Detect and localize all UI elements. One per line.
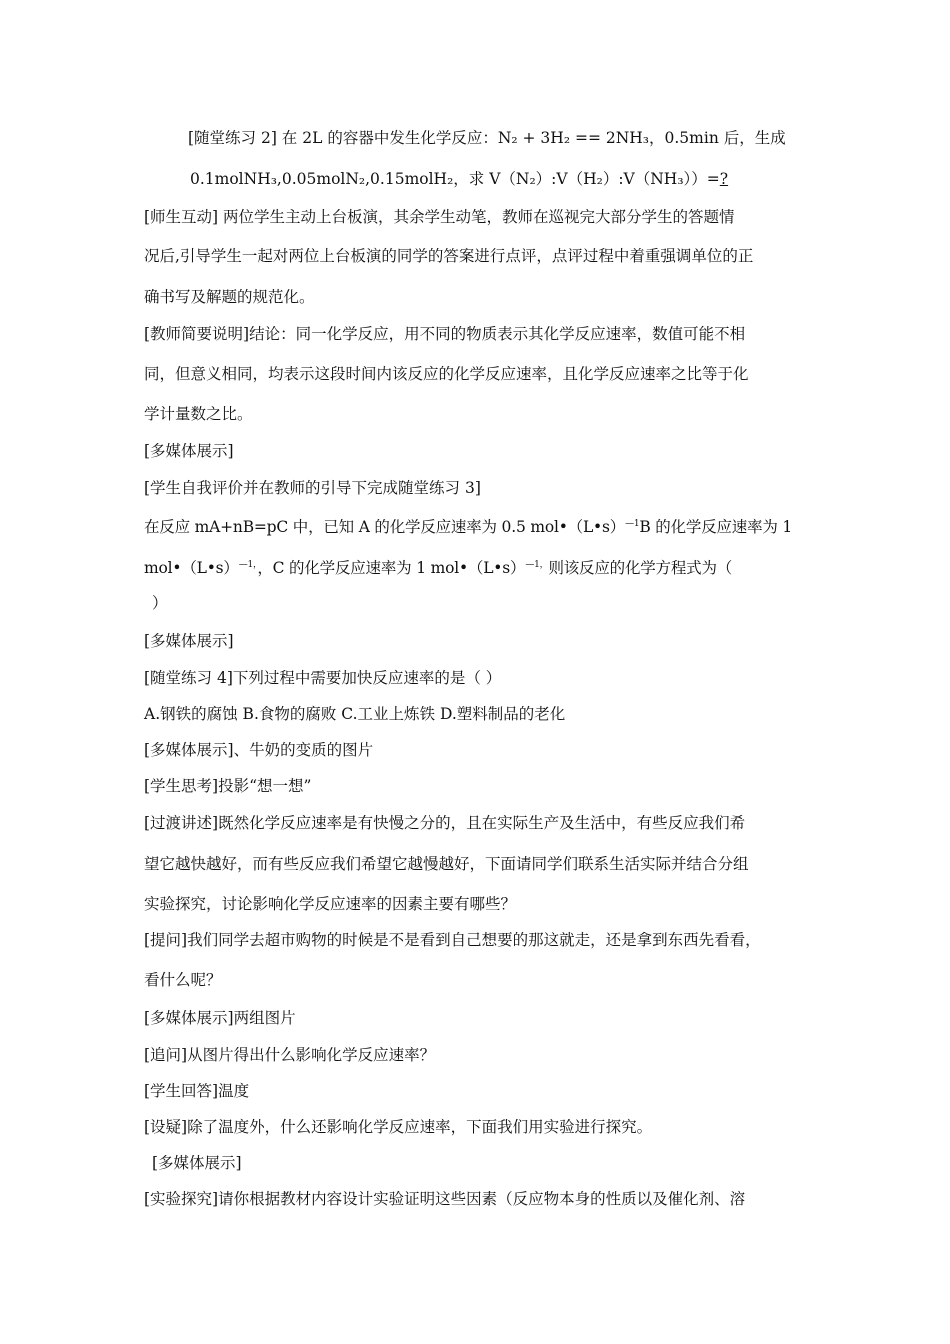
interaction-line-2: 况后,引导学生一起对两位上台板演的同学的答案进行点评，点评过程中着重强调单位的正 (144, 247, 754, 265)
transition-line-3: 实验探究，讨论影响化学反应速率的因素主要有哪些？ (144, 895, 517, 913)
exercise-2-answer-blank: ? (719, 170, 729, 188)
student-answer: [学生回答]温度 (144, 1082, 250, 1100)
teacher-explain-line-1: [教师简要说明]结论：同一化学反应，用不同的物质表示其化学反应速率，数值可能不相 (144, 325, 746, 343)
multimedia-milk-pictures: [多媒体展示]、牛奶的变质的图片 (144, 741, 374, 759)
set-question: [设疑]除了温度外，什么还影响化学反应速率，下面我们用实验进行探究。 (144, 1118, 653, 1136)
exercise-3-text-b: B 的化学反应速率为 1 (639, 518, 793, 536)
exercise-3-text-d: ，C 的化学反应速率为 1 mol•（L•s） (257, 559, 526, 577)
exercise-4-options: A.钢铁的腐蚀 B.食物的腐败 C.工业上炼铁 D.塑料制品的老化 (144, 705, 566, 723)
exercise-2-text: [随堂练习 2] 在 2L 的容器中发生化学反应：N₂ + 3H₂ == 2NH₃，0.5min 后，生成 (188, 129, 786, 147)
question-line-1: [提问]我们同学去超市购物的时候是不是看到自己想要的那这就走，还是拿到东西先看看， (144, 931, 761, 949)
exercise-3-exponent-1: —1 (625, 519, 640, 529)
exercise-3-text-e: 则该反应的化学方程式为（ (548, 559, 733, 577)
multimedia-heading-3: [多媒体展示] (152, 1154, 242, 1172)
transition-line-1: [过渡讲述]既然化学反应速率是有快慢之分的，且在实际生产及生活中，有些反应我们希 (144, 814, 746, 832)
multimedia-heading-2: [多媒体展示] (144, 632, 234, 650)
question-line-2: 看什么呢？ (144, 971, 222, 989)
transition-line-2: 望它越快越好，而有些反应我们希望它越慢越好，下面请同学们联系生活实际并结合分组 (144, 855, 749, 873)
exercise-3-text-a: 在反应 mA+nB=pC 中，已知 A 的化学反应速率为 0.5 mol•（L•s） (144, 518, 626, 536)
self-evaluation-heading: [学生自我评价并在教师的引导下完成随堂练习 3] (144, 479, 481, 497)
exercise-3-exponent-2: —1， (238, 560, 258, 570)
exercise-2-line-1 (188, 127, 820, 149)
exercise-4-title: [随堂练习 4]下列过程中需要加快反应速率的是（ ） (144, 669, 502, 687)
interaction-line-1: [师生互动] 两位学生主动上台板演，其余学生动笔，教师在巡视完大部分学生的答题情 (144, 208, 735, 226)
multimedia-heading-1: [多媒体展示] (144, 442, 234, 460)
interaction-line-3: 确书写及解题的规范化。 (144, 288, 315, 306)
exercise-3-text-c: mol•（L•s） (144, 559, 239, 577)
follow-up-question: [追问]从图片得出什么影响化学反应速率？ (144, 1046, 436, 1064)
exercise-3-line-3: ） (152, 594, 168, 612)
exercise-2-line-2 (190, 168, 820, 190)
exercise-3-line-2 (144, 554, 820, 579)
exercise-3-line-1 (144, 513, 820, 538)
exercise-2-question: 0.1molNH₃,0.05molN₂,0.15molH₂，求 V（N₂）:V（H₂）:V（NH₃））= (190, 170, 720, 188)
multimedia-two-groups: [多媒体展示]两组图片 (144, 1009, 296, 1027)
student-think: [学生思考]投影“想一想” (144, 777, 312, 795)
experiment-line-1: [实验探究]请你根据教材内容设计实验证明这些因素（反应物本身的性质以及催化剂、溶 (144, 1190, 746, 1208)
exercise-3-exponent-3: —1， (525, 560, 549, 570)
teacher-explain-line-3: 学计量数之比。 (144, 405, 253, 423)
teacher-explain-line-2: 同，但意义相同，均表示这段时间内该反应的化学反应速率，且化学反应速率之比等于化 (144, 365, 749, 383)
